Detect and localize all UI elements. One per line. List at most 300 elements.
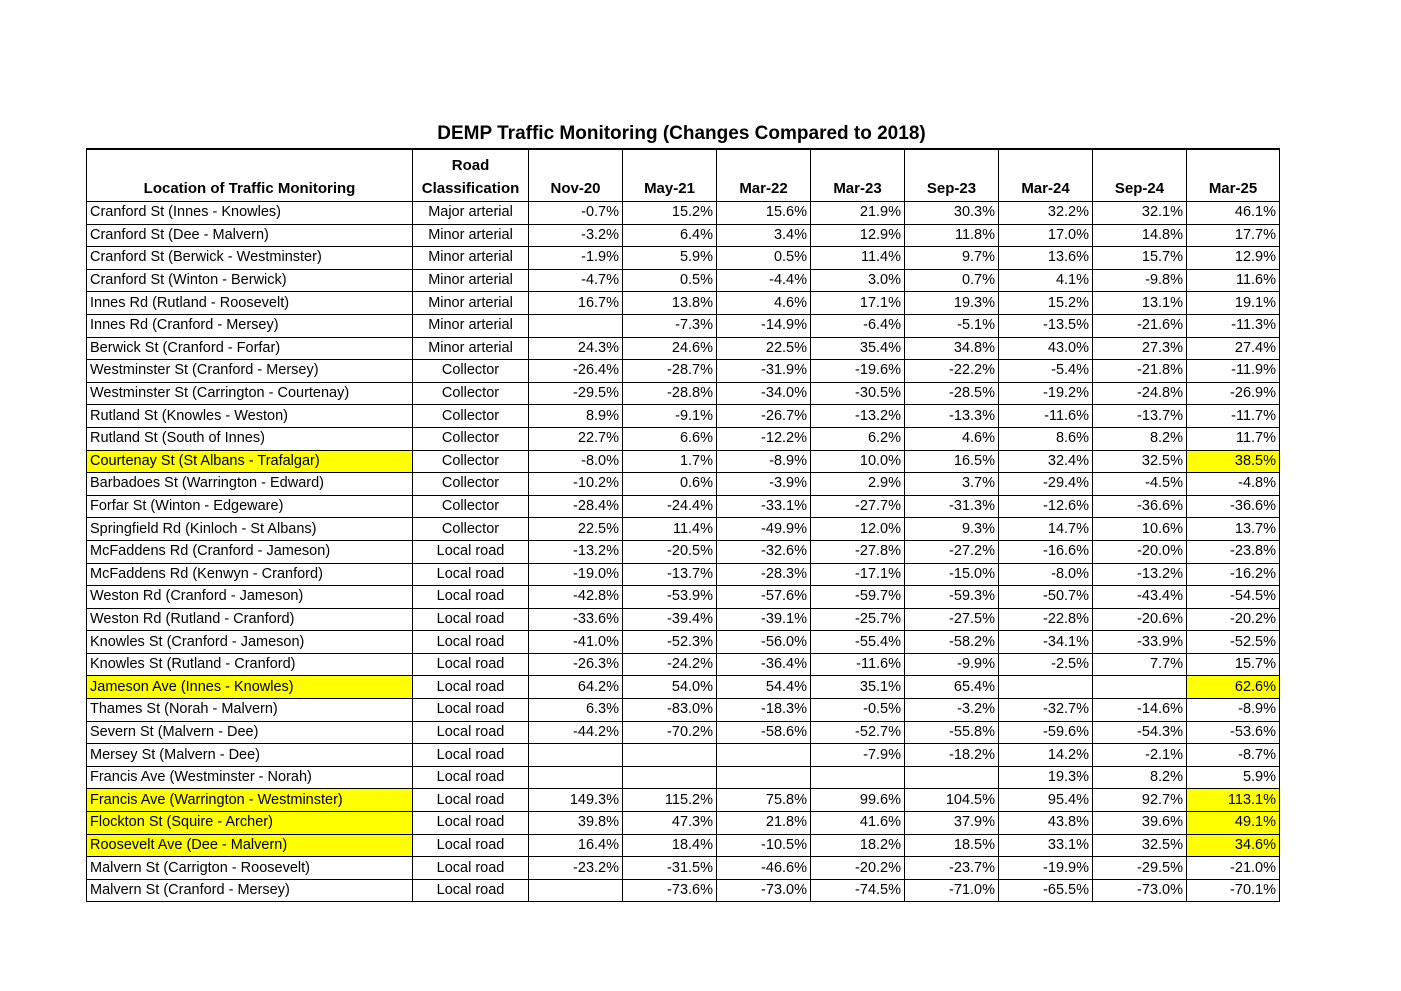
table-row (87, 405, 1280, 428)
cell-value: 9.3% (905, 518, 999, 541)
cell-value: -26.7% (717, 405, 811, 428)
cell-value: -22.2% (905, 360, 999, 383)
cell-value: -13.5% (999, 314, 1093, 337)
cell-value: 39.8% (529, 812, 623, 835)
cell-value: 3.0% (811, 269, 905, 292)
cell-value: 35.4% (811, 337, 905, 360)
cell-location: Weston Rd (Cranford - Jameson) (87, 586, 413, 609)
cell-classification: Local road (413, 721, 529, 744)
cell-value: -21.6% (1093, 314, 1187, 337)
cell-value: -26.4% (529, 360, 623, 383)
cell-value: -65.5% (999, 879, 1093, 902)
cell-value: 35.1% (811, 676, 905, 699)
cell-value: 5.9% (623, 247, 717, 270)
cell-value: -52.3% (623, 631, 717, 654)
table-row (87, 292, 1280, 315)
cell-value: -4.8% (1187, 473, 1280, 496)
cell-location: Forfar St (Winton - Edgeware) (87, 495, 413, 518)
cell-value: 0.5% (623, 269, 717, 292)
cell-value: -74.5% (811, 879, 905, 902)
cell-value: -53.9% (623, 586, 717, 609)
cell-value: 9.7% (905, 247, 999, 270)
cell-value (529, 879, 623, 902)
table-row (87, 314, 1280, 337)
cell-value: -55.4% (811, 631, 905, 654)
table-row (87, 879, 1280, 902)
cell-value: -4.7% (529, 269, 623, 292)
cell-value: 12.0% (811, 518, 905, 541)
cell-value: 46.1% (1187, 202, 1280, 225)
cell-value: 13.6% (999, 247, 1093, 270)
cell-value: -13.2% (529, 540, 623, 563)
table-row (87, 247, 1280, 270)
cell-value: -3.2% (529, 224, 623, 247)
table-row (87, 427, 1280, 450)
cell-location: Cranford St (Innes - Knowles) (87, 202, 413, 225)
cell-value: 14.2% (999, 744, 1093, 767)
cell-classification: Collector (413, 518, 529, 541)
cell-value: 8.2% (1093, 766, 1187, 789)
table-row (87, 744, 1280, 767)
cell-classification: Minor arterial (413, 269, 529, 292)
cell-value: 54.0% (623, 676, 717, 699)
cell-value: -0.7% (529, 202, 623, 225)
cell-value: 13.7% (1187, 518, 1280, 541)
cell-classification: Major arterial (413, 202, 529, 225)
header-classification-line2: Classification (421, 180, 520, 197)
cell-value: -42.8% (529, 586, 623, 609)
cell-value: -16.2% (1187, 563, 1280, 586)
table-row (87, 631, 1280, 654)
header-period: Nov-20 (529, 149, 623, 202)
header-period: Sep-23 (905, 149, 999, 202)
cell-value: 24.3% (529, 337, 623, 360)
cell-value: 24.6% (623, 337, 717, 360)
cell-value: -71.0% (905, 879, 999, 902)
cell-value: 10.6% (1093, 518, 1187, 541)
cell-value: 54.4% (717, 676, 811, 699)
table-row (87, 586, 1280, 609)
cell-value: 6.4% (623, 224, 717, 247)
table-title: DEMP Traffic Monitoring (Changes Compared to 2018) (437, 123, 926, 144)
header-period: Mar-25 (1187, 149, 1280, 202)
cell-classification: Local road (413, 631, 529, 654)
table-row (87, 676, 1280, 699)
cell-value: -83.0% (623, 699, 717, 722)
cell-value: -18.3% (717, 699, 811, 722)
cell-value: -4.4% (717, 269, 811, 292)
cell-value: -22.8% (999, 608, 1093, 631)
cell-classification: Minor arterial (413, 292, 529, 315)
cell-value: -23.2% (529, 857, 623, 880)
cell-location: Rutland St (Knowles - Weston) (87, 405, 413, 428)
header-classification (413, 149, 529, 202)
cell-location: Malvern St (Cranford - Mersey) (87, 879, 413, 902)
traffic-monitoring-table (86, 148, 1280, 902)
cell-location: Flockton St (Squire - Archer) (87, 812, 413, 835)
cell-value: -11.7% (1187, 405, 1280, 428)
cell-value: 34.8% (905, 337, 999, 360)
cell-value: -26.3% (529, 653, 623, 676)
cell-value: 12.9% (811, 224, 905, 247)
cell-value: -30.5% (811, 382, 905, 405)
cell-value: 3.7% (905, 473, 999, 496)
cell-value: -8.7% (1187, 744, 1280, 767)
cell-value: -27.2% (905, 540, 999, 563)
cell-value: -9.9% (905, 653, 999, 676)
cell-value: -73.0% (717, 879, 811, 902)
header-period: Mar-22 (717, 149, 811, 202)
cell-value: 30.3% (905, 202, 999, 225)
cell-value: -8.9% (717, 450, 811, 473)
cell-value: 15.2% (999, 292, 1093, 315)
cell-value: 27.4% (1187, 337, 1280, 360)
cell-value: -5.4% (999, 360, 1093, 383)
header-period: Mar-23 (811, 149, 905, 202)
cell-value: -14.9% (717, 314, 811, 337)
cell-value: 41.6% (811, 812, 905, 835)
cell-value: -44.2% (529, 721, 623, 744)
table-row (87, 337, 1280, 360)
table-row (87, 789, 1280, 812)
cell-classification: Local road (413, 766, 529, 789)
cell-value: -18.2% (905, 744, 999, 767)
cell-value: -10.5% (717, 834, 811, 857)
cell-value: 27.3% (1093, 337, 1187, 360)
cell-value: 33.1% (999, 834, 1093, 857)
cell-value: 115.2% (623, 789, 717, 812)
cell-value: 8.2% (1093, 427, 1187, 450)
cell-value: -59.3% (905, 586, 999, 609)
cell-value: 19.3% (999, 766, 1093, 789)
cell-classification: Local road (413, 879, 529, 902)
cell-value: 14.7% (999, 518, 1093, 541)
cell-location: Francis Ave (Westminster - Norah) (87, 766, 413, 789)
header-classification-line1: Road (451, 157, 490, 174)
cell-value: -13.7% (623, 563, 717, 586)
cell-value: -33.6% (529, 608, 623, 631)
cell-value: 6.2% (811, 427, 905, 450)
cell-classification: Local road (413, 789, 529, 812)
cell-value: -32.6% (717, 540, 811, 563)
cell-value: 10.0% (811, 450, 905, 473)
cell-value: -26.9% (1187, 382, 1280, 405)
cell-value: -73.0% (1093, 879, 1187, 902)
cell-value (811, 766, 905, 789)
cell-value: -59.6% (999, 721, 1093, 744)
cell-value: 17.1% (811, 292, 905, 315)
cell-value: -11.3% (1187, 314, 1280, 337)
cell-value: -20.2% (1187, 608, 1280, 631)
cell-value: 4.1% (999, 269, 1093, 292)
cell-value: 16.4% (529, 834, 623, 857)
cell-value (623, 766, 717, 789)
table-row (87, 269, 1280, 292)
cell-value (529, 766, 623, 789)
cell-classification: Collector (413, 450, 529, 473)
cell-value: -36.6% (1093, 495, 1187, 518)
cell-classification: Collector (413, 495, 529, 518)
cell-value: -9.8% (1093, 269, 1187, 292)
cell-classification: Collector (413, 405, 529, 428)
cell-value: 104.5% (905, 789, 999, 812)
cell-value: 19.1% (1187, 292, 1280, 315)
cell-value: -2.1% (1093, 744, 1187, 767)
cell-value: 16.7% (529, 292, 623, 315)
cell-classification: Minor arterial (413, 224, 529, 247)
cell-value: -1.9% (529, 247, 623, 270)
cell-value: -14.6% (1093, 699, 1187, 722)
cell-value: -58.6% (717, 721, 811, 744)
cell-value: -29.5% (1093, 857, 1187, 880)
cell-value: 113.1% (1187, 789, 1280, 812)
cell-value: 43.0% (999, 337, 1093, 360)
cell-value: -7.3% (623, 314, 717, 337)
cell-classification: Local road (413, 699, 529, 722)
cell-value: 32.5% (1093, 834, 1187, 857)
cell-classification: Collector (413, 473, 529, 496)
cell-value: -36.6% (1187, 495, 1280, 518)
cell-value: -20.0% (1093, 540, 1187, 563)
cell-value: -34.0% (717, 382, 811, 405)
cell-location: Berwick St (Cranford - Forfar) (87, 337, 413, 360)
cell-value: 32.2% (999, 202, 1093, 225)
cell-value: 39.6% (1093, 812, 1187, 835)
cell-value: -56.0% (717, 631, 811, 654)
cell-classification: Local road (413, 834, 529, 857)
table-row (87, 224, 1280, 247)
cell-value: 43.8% (999, 812, 1093, 835)
cell-classification: Local road (413, 812, 529, 835)
cell-value: -19.6% (811, 360, 905, 383)
cell-value: -32.7% (999, 699, 1093, 722)
cell-value: 0.7% (905, 269, 999, 292)
cell-value: -39.4% (623, 608, 717, 631)
cell-value: -20.5% (623, 540, 717, 563)
cell-value: 19.3% (905, 292, 999, 315)
cell-location: Thames St (Norah - Malvern) (87, 699, 413, 722)
cell-value: -5.1% (905, 314, 999, 337)
cell-location: Francis Ave (Warrington - Westminster) (87, 789, 413, 812)
header-period: Sep-24 (1093, 149, 1187, 202)
cell-value: -28.4% (529, 495, 623, 518)
cell-value: 11.4% (623, 518, 717, 541)
cell-value: 18.5% (905, 834, 999, 857)
cell-value: -34.1% (999, 631, 1093, 654)
cell-value: 65.4% (905, 676, 999, 699)
cell-value: 7.7% (1093, 653, 1187, 676)
cell-value: 17.7% (1187, 224, 1280, 247)
cell-value (999, 676, 1093, 699)
table-row (87, 473, 1280, 496)
cell-value: -29.5% (529, 382, 623, 405)
cell-classification: Local road (413, 653, 529, 676)
cell-value: -15.0% (905, 563, 999, 586)
header-row (87, 149, 1280, 202)
cell-value: 32.4% (999, 450, 1093, 473)
cell-value: -21.8% (1093, 360, 1187, 383)
cell-value: -13.2% (811, 405, 905, 428)
table-row (87, 563, 1280, 586)
cell-value: 15.6% (717, 202, 811, 225)
cell-location: McFaddens Rd (Kenwyn - Cranford) (87, 563, 413, 586)
cell-value: 34.6% (1187, 834, 1280, 857)
cell-value (623, 744, 717, 767)
cell-value: -28.3% (717, 563, 811, 586)
cell-value: -19.0% (529, 563, 623, 586)
table-row (87, 202, 1280, 225)
table-row (87, 608, 1280, 631)
cell-value: 8.9% (529, 405, 623, 428)
cell-location: Cranford St (Winton - Berwick) (87, 269, 413, 292)
cell-value: -39.1% (717, 608, 811, 631)
cell-value: 64.2% (529, 676, 623, 699)
cell-classification: Minor arterial (413, 247, 529, 270)
table-row (87, 518, 1280, 541)
cell-value: 0.5% (717, 247, 811, 270)
cell-classification: Minor arterial (413, 314, 529, 337)
cell-value: 6.6% (623, 427, 717, 450)
cell-location: Cranford St (Berwick - Westminster) (87, 247, 413, 270)
cell-value: -70.1% (1187, 879, 1280, 902)
cell-value: -25.7% (811, 608, 905, 631)
cell-classification: Local road (413, 586, 529, 609)
cell-value: -19.9% (999, 857, 1093, 880)
cell-value: 8.6% (999, 427, 1093, 450)
table-row (87, 540, 1280, 563)
cell-value: 92.7% (1093, 789, 1187, 812)
cell-value: -24.4% (623, 495, 717, 518)
table-row (87, 857, 1280, 880)
cell-value: -33.9% (1093, 631, 1187, 654)
cell-value: 11.6% (1187, 269, 1280, 292)
cell-location: Knowles St (Rutland - Cranford) (87, 653, 413, 676)
header-period: Mar-24 (999, 149, 1093, 202)
cell-value: -16.6% (999, 540, 1093, 563)
cell-value: 3.4% (717, 224, 811, 247)
cell-value: 32.5% (1093, 450, 1187, 473)
cell-value: -33.1% (717, 495, 811, 518)
cell-value: 11.8% (905, 224, 999, 247)
cell-location: McFaddens Rd (Cranford - Jameson) (87, 540, 413, 563)
cell-value: -36.4% (717, 653, 811, 676)
cell-value: -53.6% (1187, 721, 1280, 744)
cell-value: 4.6% (905, 427, 999, 450)
cell-value: 13.1% (1093, 292, 1187, 315)
cell-value: 38.5% (1187, 450, 1280, 473)
cell-value: 62.6% (1187, 676, 1280, 699)
cell-location: Weston Rd (Rutland - Cranford) (87, 608, 413, 631)
cell-value: -28.8% (623, 382, 717, 405)
cell-value: -52.7% (811, 721, 905, 744)
cell-location: Barbadoes St (Warrington - Edward) (87, 473, 413, 496)
cell-value: -54.5% (1187, 586, 1280, 609)
cell-value: 14.8% (1093, 224, 1187, 247)
cell-value: -31.9% (717, 360, 811, 383)
cell-value: -8.0% (529, 450, 623, 473)
cell-value: -46.6% (717, 857, 811, 880)
cell-classification: Local road (413, 744, 529, 767)
cell-classification: Minor arterial (413, 337, 529, 360)
cell-value: 12.9% (1187, 247, 1280, 270)
cell-classification: Collector (413, 382, 529, 405)
cell-value: 22.5% (529, 518, 623, 541)
cell-value: -2.5% (999, 653, 1093, 676)
table-row (87, 834, 1280, 857)
cell-value: 11.4% (811, 247, 905, 270)
cell-value: -3.9% (717, 473, 811, 496)
cell-value: -10.2% (529, 473, 623, 496)
cell-value: -59.7% (811, 586, 905, 609)
cell-value: -28.5% (905, 382, 999, 405)
cell-value: -19.2% (999, 382, 1093, 405)
cell-value: -31.5% (623, 857, 717, 880)
cell-value: -17.1% (811, 563, 905, 586)
table-row (87, 382, 1280, 405)
cell-value: -57.6% (717, 586, 811, 609)
cell-value: 17.0% (999, 224, 1093, 247)
cell-value: -20.2% (811, 857, 905, 880)
cell-value (717, 744, 811, 767)
cell-value (1093, 676, 1187, 699)
cell-value: -27.8% (811, 540, 905, 563)
cell-value: -41.0% (529, 631, 623, 654)
cell-value: 32.1% (1093, 202, 1187, 225)
cell-value: 2.9% (811, 473, 905, 496)
cell-value: 18.4% (623, 834, 717, 857)
cell-value: -13.2% (1093, 563, 1187, 586)
cell-value: 11.7% (1187, 427, 1280, 450)
table-body (87, 202, 1280, 902)
cell-location: Springfield Rd (Kinloch - St Albans) (87, 518, 413, 541)
cell-value: -52.5% (1187, 631, 1280, 654)
cell-location: Jameson Ave (Innes - Knowles) (87, 676, 413, 699)
cell-value: 18.2% (811, 834, 905, 857)
cell-location: Mersey St (Malvern - Dee) (87, 744, 413, 767)
cell-value: 0.6% (623, 473, 717, 496)
cell-classification: Local road (413, 608, 529, 631)
cell-value: 99.6% (811, 789, 905, 812)
cell-classification: Local road (413, 857, 529, 880)
cell-value: -28.7% (623, 360, 717, 383)
cell-value: 75.8% (717, 789, 811, 812)
cell-value: 22.5% (717, 337, 811, 360)
cell-value: -23.7% (905, 857, 999, 880)
cell-value: -12.6% (999, 495, 1093, 518)
cell-value: 16.5% (905, 450, 999, 473)
cell-value: -13.7% (1093, 405, 1187, 428)
cell-value: -6.4% (811, 314, 905, 337)
table-row (87, 699, 1280, 722)
cell-value: -3.2% (905, 699, 999, 722)
cell-value: -11.6% (999, 405, 1093, 428)
header-location: Location of Traffic Monitoring (87, 149, 413, 202)
cell-value: 4.6% (717, 292, 811, 315)
cell-value: -11.6% (811, 653, 905, 676)
cell-value: -0.5% (811, 699, 905, 722)
cell-classification: Local road (413, 540, 529, 563)
cell-value: -9.1% (623, 405, 717, 428)
cell-value: -43.4% (1093, 586, 1187, 609)
cell-location: Westminster St (Carrington - Courtenay) (87, 382, 413, 405)
cell-value (717, 766, 811, 789)
cell-location: Malvern St (Carrigton - Roosevelt) (87, 857, 413, 880)
table-row (87, 812, 1280, 835)
cell-location: Courtenay St (St Albans - Trafalgar) (87, 450, 413, 473)
cell-value: -70.2% (623, 721, 717, 744)
cell-value: 15.7% (1093, 247, 1187, 270)
cell-value: -21.0% (1187, 857, 1280, 880)
